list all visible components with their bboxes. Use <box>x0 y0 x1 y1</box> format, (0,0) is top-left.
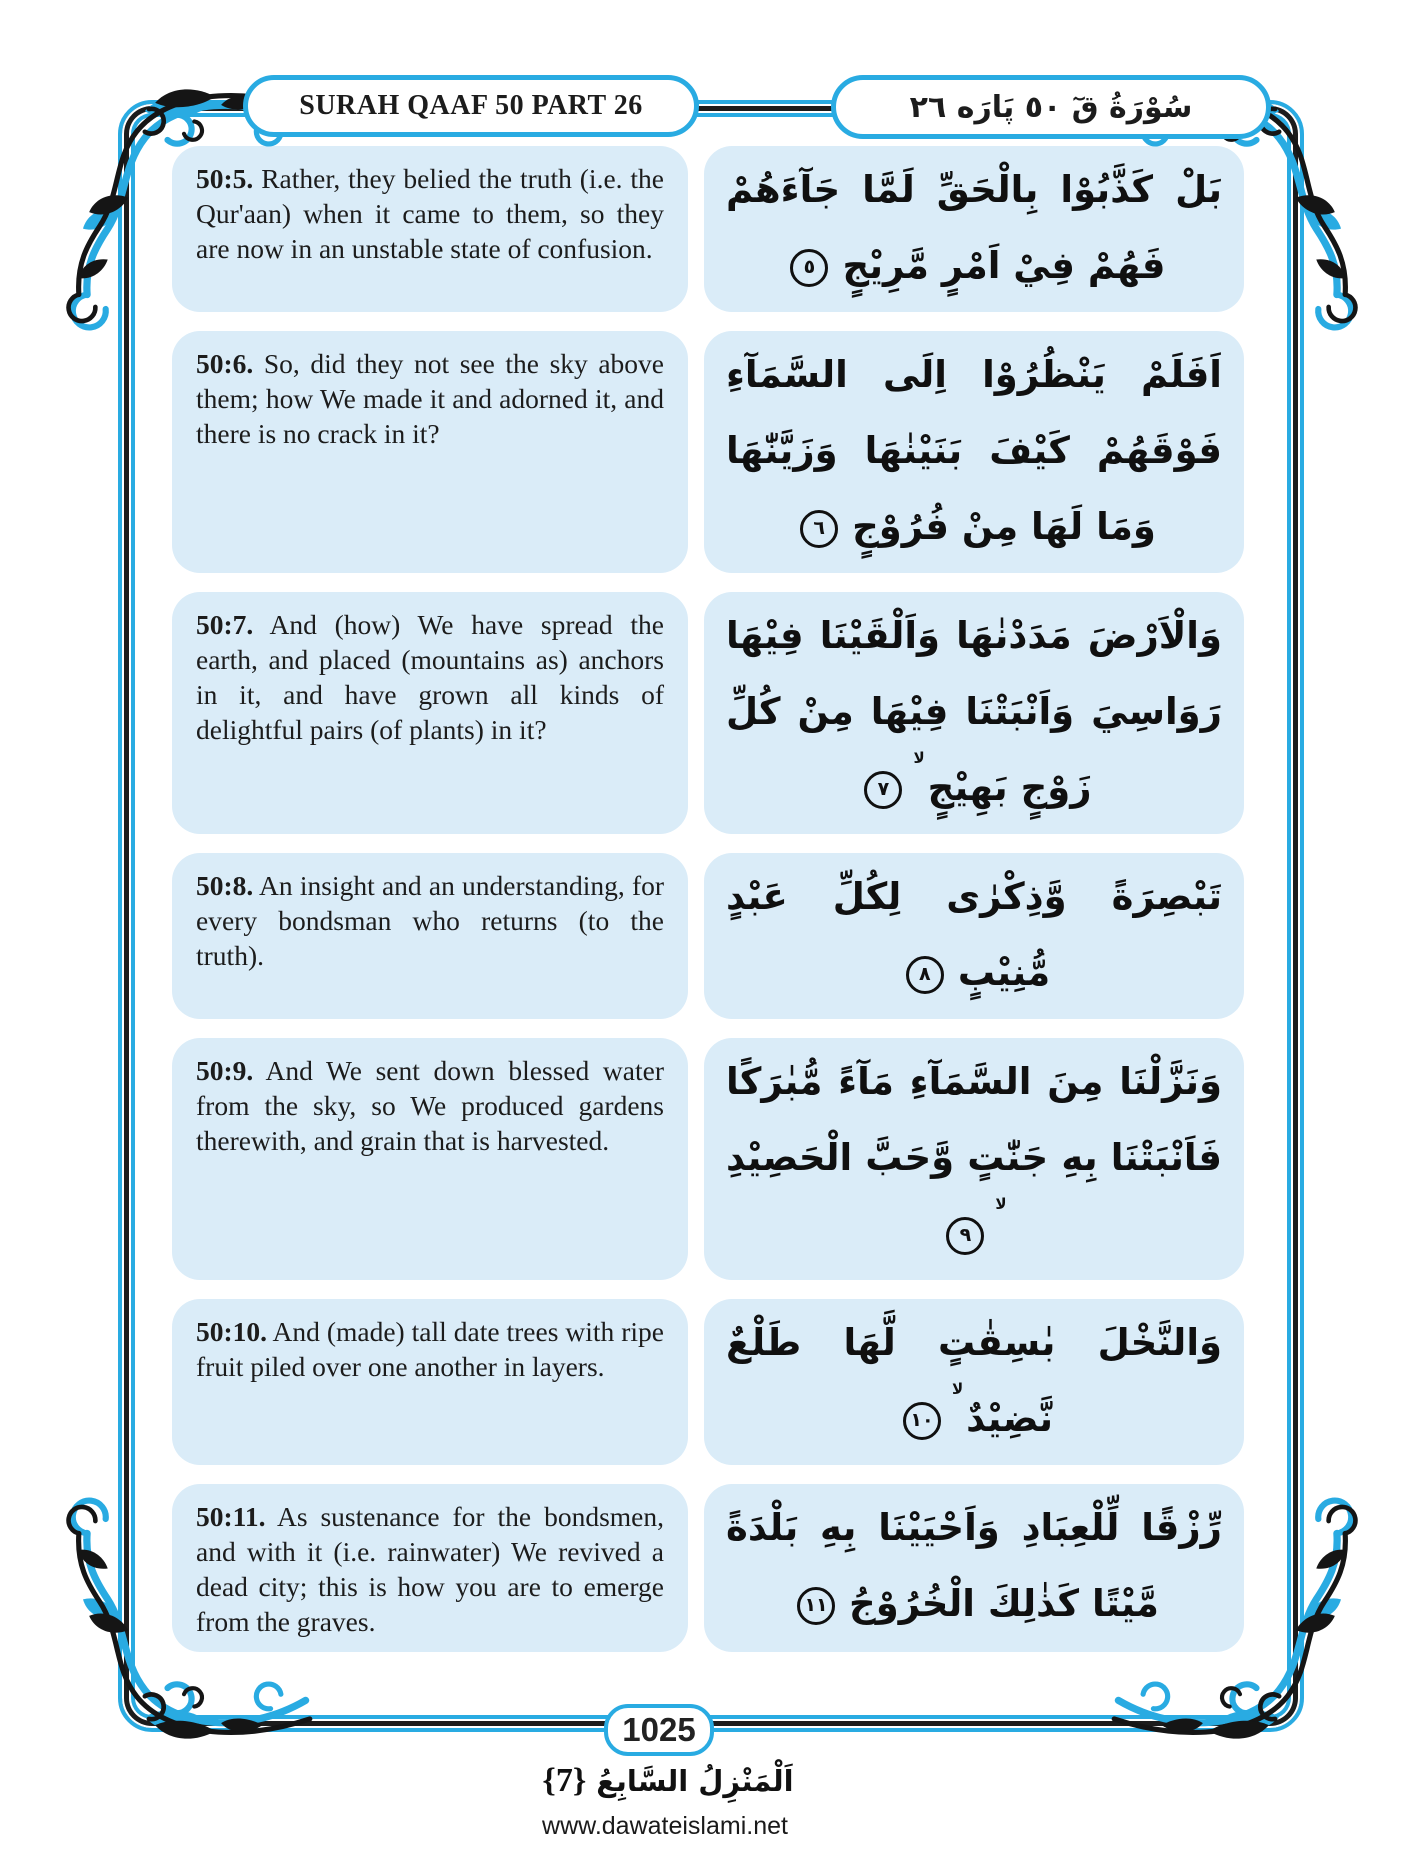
verse-english-block <box>172 331 688 573</box>
verse-row-50-5 <box>172 146 1244 312</box>
verse-arabic-text: رِّزْقًا لِّلْعِبَادِ وَاَحْيَيْنَا بِهِ بَلْدَةً مَّيْتًا كَذٰلِكَ الْخُرُوْجُ <box>726 1506 1222 1625</box>
website-url: www.dawateislami.net <box>542 1812 788 1840</box>
page-number-badge <box>604 1704 714 1756</box>
verse-english-block <box>172 592 688 834</box>
manzil-number-ornament: {7} <box>542 1762 587 1799</box>
verse-arabic-block: وَنَزَّلْنَا مِنَ السَّمَآءِ مَآءً مُّبٰرَكًا فَاَنْبَتْنَا بِهِ جَنّٰتٍ وَّحَبَّ الْحَصِيْدِ$^{لا}$٩ <box>704 1038 1244 1280</box>
verse-translation: So, did they not see the sky above them; how We made it and adorned it, and there is no crack in it? <box>196 348 665 449</box>
page-number: 1025 <box>622 1711 696 1748</box>
ayah-number-badge: ١١ <box>797 1587 835 1625</box>
verse-english-block <box>172 1038 688 1280</box>
verse-arabic-block <box>704 331 1244 573</box>
verse-translation: And (how) We have spread the earth, and placed (mountains as) anchors in it, and have grown all kinds of delightful pairs (of plants) in it? <box>196 609 665 745</box>
surah-title-english-label: SURAH QAAF 50 PART 26 <box>299 90 643 121</box>
ayah-number-badge: ٦ <box>800 510 838 548</box>
verse-arabic-text: تَبْصِرَةً وَّذِكْرٰى لِكُلِّ عَبْدٍ مُّنِيْبٍ <box>726 875 1222 994</box>
verse-number: 50:10. <box>196 1316 268 1347</box>
corner-ornament-bottom-right-icon <box>1106 1486 1374 1754</box>
verse-number: 50:11. <box>196 1501 266 1532</box>
manzil-line <box>0 1762 1330 1800</box>
verse-translation: And We sent down blessed water from the sky, so We produced gardens therewith, and grain that is harvested. <box>196 1055 665 1156</box>
verses-area <box>172 146 1244 1671</box>
verse-translation: Rather, they belied the truth (i.e. the Qur'aan) when it came to them, so they are now in an unstable state of confusion. <box>196 163 665 264</box>
ayah-number-badge: ٩ <box>946 1217 984 1255</box>
ayah-number-badge: ٧ <box>864 771 902 809</box>
verse-number: 50:9. <box>196 1055 254 1086</box>
verse-arabic-text: وَنَزَّلْنَا مِنَ السَّمَآءِ مَآءً مُّبٰرَكًا فَاَنْبَتْنَا بِهِ جَنّٰتٍ وَّحَبَّ الْحَصِيْدِ <box>726 1060 1222 1179</box>
verse-arabic-text: اَفَلَمْ يَنْظُرُوْا اِلَى السَّمَآءِ فَوْقَهُمْ كَيْفَ بَنَيْنٰهَا وَزَيَّنّٰهَا وَمَا لَهَا مِنْ فُرُوْجٍ <box>726 353 1222 548</box>
verse-arabic-text: بَلْ كَذَّبُوْا بِالْحَقِّ لَمَّا جَآءَهُمْ فَهُمْ فِيْ اَمْرٍ مَّرِيْجٍ <box>726 168 1222 287</box>
ayah-number-badge: ٨ <box>906 956 944 994</box>
verse-translation: As sustenance for the bondsmen, and with it (i.e. rainwater) We revived a dead city; this is how you are to emerge from the graves. <box>196 1501 665 1637</box>
ayah-number-badge: ١٠ <box>903 1402 941 1440</box>
verse-arabic-text: وَالنَّخْلَ بٰسِقٰتٍ لَّهَا طَلْعٌ نَّضِيْدٌ <box>726 1321 1222 1440</box>
verse-row-50-11 <box>172 1484 1244 1652</box>
verse-arabic-block <box>704 853 1244 1019</box>
manzil-arabic-label: اَلْمَنْزِلُ السَّابِعُ <box>596 1764 794 1798</box>
verse-english-block <box>172 1299 688 1465</box>
ayah-number-badge: ٥ <box>790 249 828 287</box>
corner-ornament-bottom-left-icon <box>50 1486 318 1754</box>
verse-arabic-block: وَالنَّخْلَ بٰسِقٰتٍ لَّهَا طَلْعٌ نَّضِيْدٌ$^{لا}$١٠ <box>704 1299 1244 1465</box>
verse-english-block <box>172 853 688 1019</box>
verse-arabic-block: وَالْاَرْضَ مَدَدْنٰهَا وَاَلْقَيْنَا فِيْهَا رَوَاسِيَ وَاَنْبَتْنَا فِيْهَا مِنْ كُلِّ زَوْجٍ بَهِيْجٍ$^{لا}$٧ <box>704 592 1244 834</box>
verse-arabic-text: وَالْاَرْضَ مَدَدْنٰهَا وَاَلْقَيْنَا فِيْهَا رَوَاسِيَ وَاَنْبَتْنَا فِيْهَا مِنْ كُلِّ زَوْجٍ بَهِيْجٍ <box>726 614 1222 809</box>
verse-row-50-10 <box>172 1299 1244 1465</box>
verse-row-50-8 <box>172 853 1244 1019</box>
surah-title-english <box>243 75 699 137</box>
verse-row-50-9 <box>172 1038 1244 1280</box>
verse-number: 50:7. <box>196 609 254 640</box>
verse-row-50-7 <box>172 592 1244 834</box>
surah-title-arabic <box>831 75 1271 139</box>
verse-number: 50:6. <box>196 348 254 379</box>
verse-number: 50:5. <box>196 163 254 194</box>
surah-title-arabic-label: سُوْرَةُ قٓ ٥٠ پَارَه ٢٦ <box>909 89 1193 125</box>
verse-row-50-6 <box>172 331 1244 573</box>
verse-translation: An insight and an understanding, for every bondsman who returns (to the truth). <box>196 870 665 971</box>
verse-number: 50:8. <box>196 870 254 901</box>
verse-translation: And (made) tall date trees with ripe fruit piled over one another in layers. <box>196 1316 664 1382</box>
